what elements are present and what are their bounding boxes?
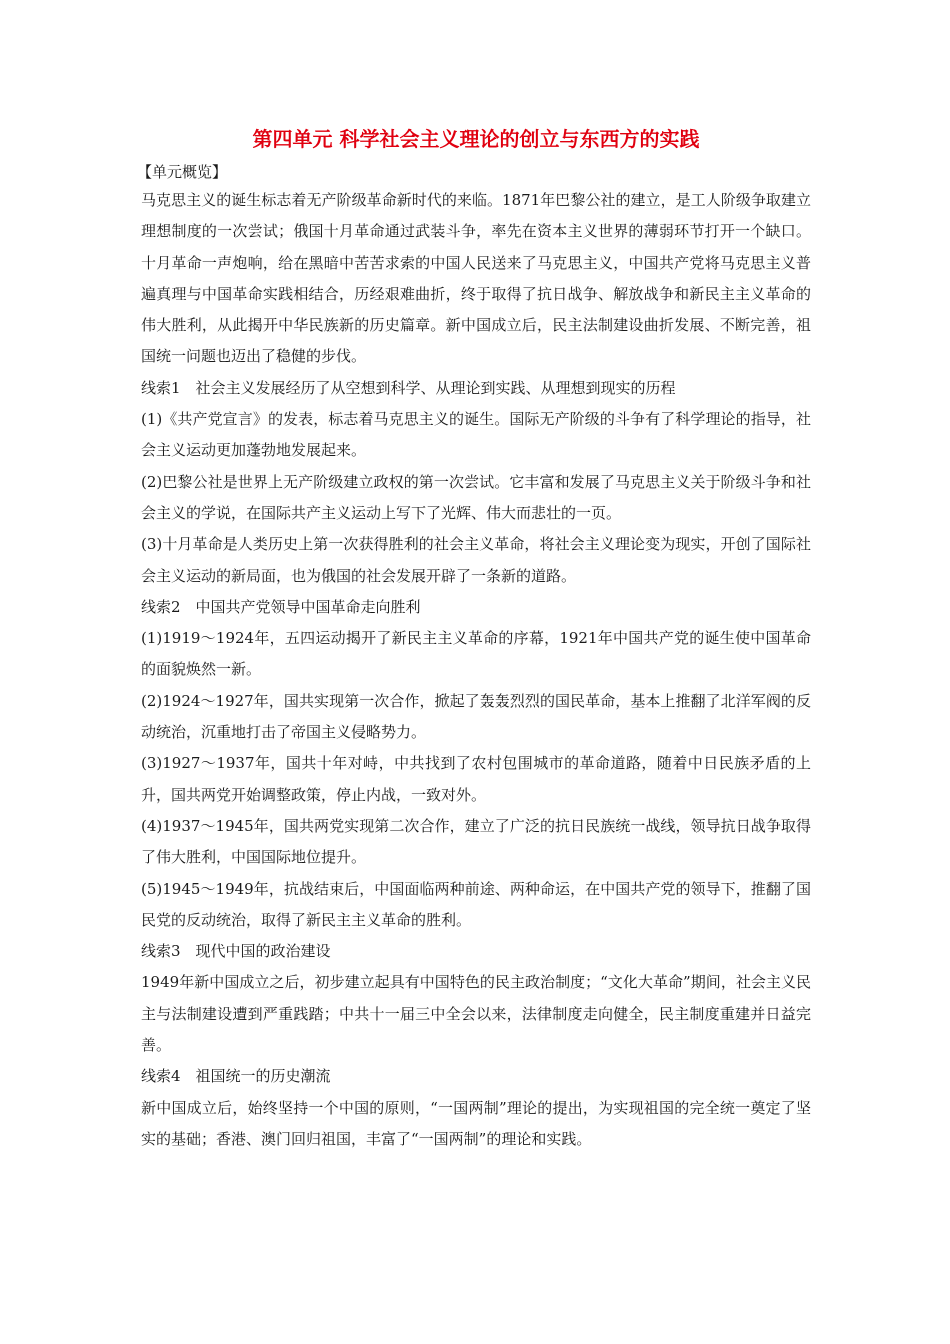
clue2-heading: 线索2 中国共产党领导中国革命走向胜利 xyxy=(141,597,421,616)
clue2-item: (2)1924～1927年，国共实现第一次合作，掀起了轰轰烈烈的国民革命，基本上推翻了北洋军阀的反动统治，沉重地打击了帝国主义侵略势力。 xyxy=(141,691,811,742)
page-title: 第四单元 科学社会主义理论的创立与东西方的实践 xyxy=(252,127,700,151)
clue3-heading: 线索3 现代中国的政治建设 xyxy=(141,942,331,961)
clue4-body: 新中国成立后，始终坚持一个中国的原则，“一国两制”理论的提出，为实现祖国的完全统一奠定了坚实的基础；香港、澳门回归祖国，丰富了“一国两制”的理论和实践。 xyxy=(141,1098,811,1148)
clue2-item: (4)1937～1945年，国共两党实现第二次合作，建立了广泛的抗日民族统一战线，领导抗日战争取得了伟大胜利，中国国际地位提升。 xyxy=(141,816,811,867)
clue2-item: (3)1927～1937年，国共十年对峙，中共找到了农村包围城市的革命道路，随着中日民族矛盾的上升，国共两党开始调整政策，停止内战，一致对外。 xyxy=(141,754,811,804)
clue1-item: (2)巴黎公社是世界上无产阶级建立政权的第一次尝试。它丰富和发展了马克思主义关于阶级斗争和社会主义的学说，在国际共产主义运动上写下了光辉、伟大而悲壮的一页。 xyxy=(141,472,811,522)
clue4-heading: 线索4 祖国统一的历史潮流 xyxy=(141,1067,331,1086)
clue2-item: (1)1919～1924年，五四运动揭开了新民主主义革命的序幕，1921年中国共产党的诞生使中国革命的面貌焕然一新。 xyxy=(141,629,811,679)
clue3-body: 1949年新中国成立之后，初步建立起具有中国特色的民主政治制度；“文化大革命”期间，社会主义民主与法制建设遭到严重践踏；中共十一届三中全会以来，法律制度走向健全，民主制度重建并日益完善。 xyxy=(141,973,811,1055)
overview-label: 【单元概览】 xyxy=(137,163,228,181)
document-page xyxy=(137,122,811,1155)
clue1-item: (1)《共产党宣言》的发表，标志着马克思主义的诞生。国际无产阶级的斗争有了科学理论的指导，社会主义运动更加蓬勃地发展起来。 xyxy=(141,410,811,460)
clue1-heading: 线索1 社会主义发展经历了从空想到科学、从理论到实践、从理想到现实的历程 xyxy=(141,378,676,397)
clue2-item: (5)1945～1949年，抗战结束后，中国面临两种前途、两种命运，在中国共产党的领导下，推翻了国民党的反动统治，取得了新民主主义革命的胜利。 xyxy=(141,879,811,929)
intro-paragraph: 马克思主义的诞生标志着无产阶级革命新时代的来临。1871年巴黎公社的建立，是工人阶级争取建立理想制度的一次尝试；俄国十月革命通过武装斗争，率先在资本主义世界的薄弱环节打开一个缺口。十月革命一声炮响，给在黑暗中苦苦求索的中国人民送来了马克思主义，中国共产党将马克思主义普遍真理与中国革命实践相结合，历经艰难曲折，终于取得了抗日战争、解放战争和新民主主义革命的伟大胜利，从此揭开中华民族新的历史篇章。新中国成立后，民主法制建设曲折发展、不断完善，祖国统一问题也迈出了稳健的步伐。 xyxy=(141,191,811,366)
clue1-item: (3)十月革命是人类历史上第一次获得胜利的社会主义革命，将社会主义理论变为现实，开创了国际社会主义运动的新局面，也为俄国的社会发展开辟了一条新的道路。 xyxy=(141,535,811,585)
